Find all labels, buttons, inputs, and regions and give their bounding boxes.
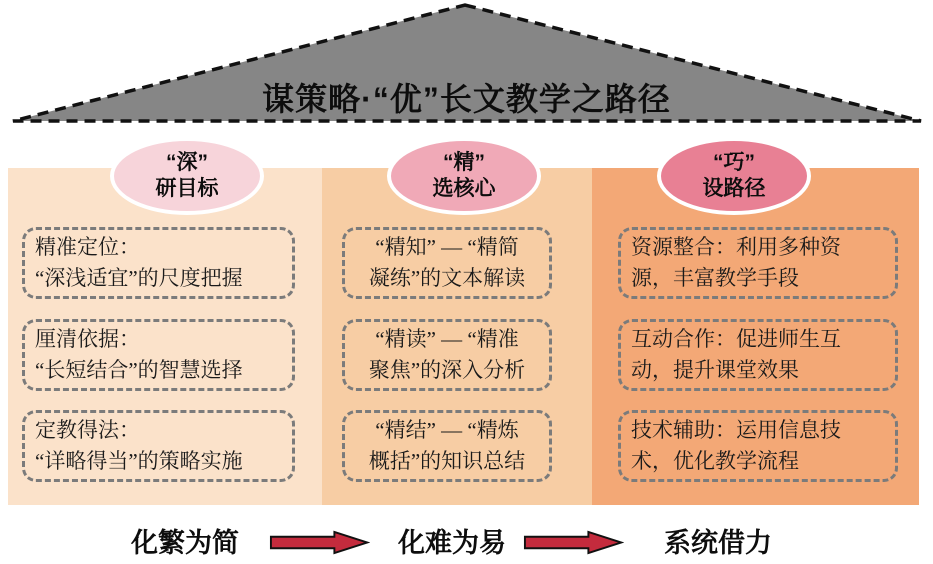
box-jingjie-summary: [342, 410, 552, 482]
box-precise-positioning: [22, 227, 295, 299]
oval-deep-goals: [110, 137, 264, 215]
box-text-line: 凝练”的文本解读: [368, 266, 526, 290]
oval-label-line: 设路径: [702, 177, 766, 200]
box-text-line: 资源整合：利用多种资: [631, 235, 841, 259]
oval-label-line: “精”: [443, 151, 485, 174]
page-title: 谋策略·“优”长文教学之路径: [262, 81, 671, 117]
box-text-line: “长短结合”的智慧选择: [35, 358, 243, 382]
box-jingdu-analysis: [342, 319, 552, 391]
box-text-line: 概括”的知识总结: [368, 449, 526, 473]
box-teaching-method: [22, 410, 295, 482]
footer-label-leverage: 系统借力: [664, 528, 772, 558]
box-clarify-basis: [22, 319, 295, 391]
box-text-line: 技术辅助：运用信息技: [631, 418, 841, 442]
oval-design-paths: [657, 137, 811, 215]
box-text-line: 互动合作：促进师生互: [631, 327, 841, 351]
oval-label-line: 选核心: [432, 177, 496, 200]
box-text-line: 源，丰富教学手段: [631, 266, 799, 290]
box-text-line: “详略得当”的策略实施: [35, 449, 243, 473]
box-resource-integration: [618, 227, 898, 299]
box-text-line: 精准定位：: [35, 235, 140, 259]
box-text-line: 定教得法：: [35, 418, 140, 442]
oval-select-core: [387, 137, 541, 215]
arrow-right-icon: [268, 530, 370, 555]
box-text-line: “精读” — “精准: [375, 327, 519, 351]
box-text-line: “精结” — “精炼: [375, 418, 519, 442]
box-text-line: “深浅适宜”的尺度把握: [35, 266, 243, 290]
footer-label-simplify: 化繁为简: [131, 528, 239, 558]
oval-label-line: “深”: [166, 151, 208, 174]
box-text-line: 厘清依据：: [35, 327, 140, 351]
box-text-line: 术，优化教学流程: [631, 449, 799, 473]
oval-label-line: 研目标: [155, 177, 219, 200]
box-text-line: “精知” — “精简: [375, 235, 519, 259]
box-text-line: 聚焦”的深入分析: [368, 358, 526, 382]
oval-label-line: “巧”: [713, 151, 755, 174]
box-interactive-cooperation: [618, 319, 898, 391]
box-jingzhi-interpretation: [342, 227, 552, 299]
box-text-line: 动，提升课堂效果: [631, 358, 799, 382]
arrow-right-icon: [522, 530, 624, 555]
footer-label-ease: 化难为易: [398, 528, 506, 558]
box-technical-assistance: [618, 410, 898, 482]
